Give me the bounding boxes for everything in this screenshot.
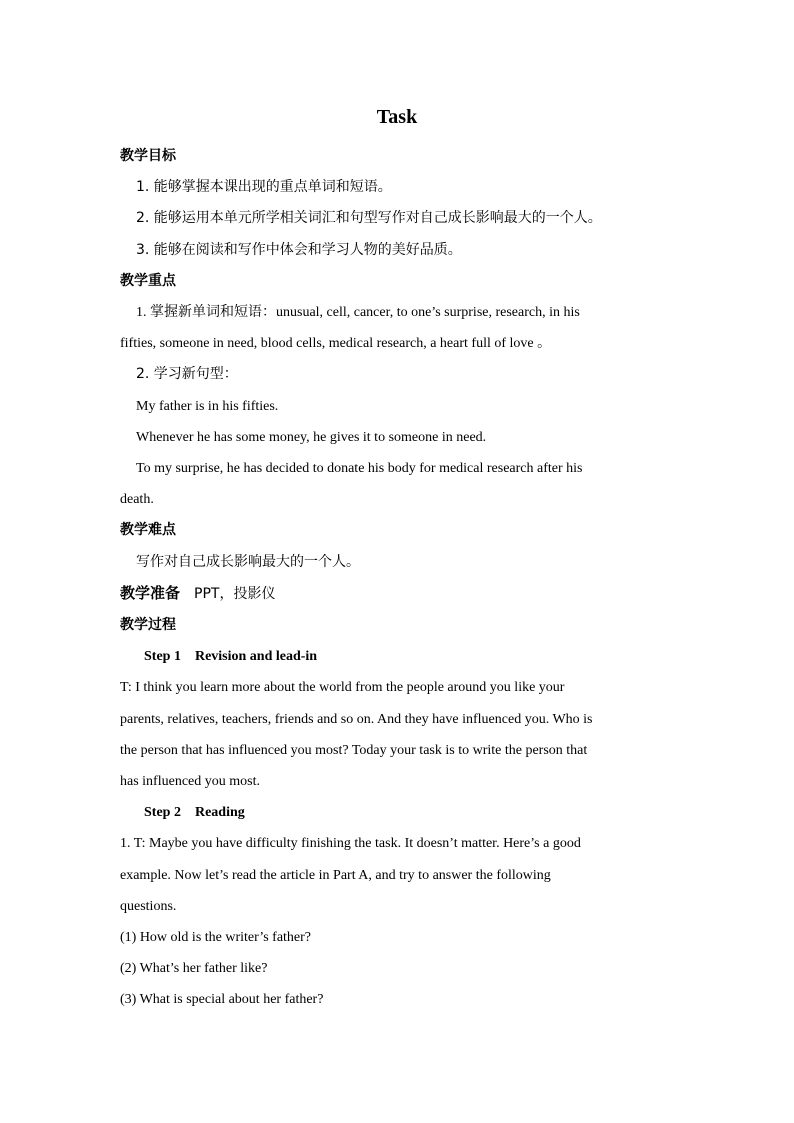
step-1-line-4: has influenced you most. <box>120 774 260 790</box>
difficulties-text: 写作对自己成长影响最大的一个人。 <box>136 553 360 570</box>
preparation-row <box>120 578 672 610</box>
step-2-heading <box>120 797 672 828</box>
step-1-number: Step 1 <box>144 649 181 665</box>
page-title: Task <box>376 106 418 128</box>
sentence-pattern-3-line-1: To my surprise, he has decided to donate his body for medical research after his <box>136 461 583 477</box>
difficulties-heading: 教学难点 <box>120 522 176 539</box>
goal-item-2: 2. 能够运用本单元所学相关词汇和句型写作对自己成长影响最大的一个人。 <box>136 210 602 227</box>
step-2-line-1: 1. T: Maybe you have difficulty finishing the task. It doesn’t matter. Here’s a good <box>120 836 581 852</box>
step-1-line-3: the person that has influenced you most? Today your task is to write the person that <box>120 742 588 758</box>
process-heading: 教学过程 <box>120 617 176 634</box>
preparation-heading: 教学准备 <box>120 583 181 602</box>
sentence-pattern-3-line-2: death. <box>120 492 154 508</box>
step-1-line-2: parents, relatives, teachers, friends and so on. And they have influenced you. Who is <box>120 711 593 727</box>
goals-heading: 教学目标 <box>120 148 176 164</box>
document-body <box>120 141 672 1016</box>
step-2-line-3: questions. <box>120 898 177 914</box>
question-1: (1) How old is the writer’s father? <box>120 930 312 946</box>
key-point-1-line-1: 1. 掌握新单词和短语：unusual, cell, cancer, to one’s surprise, research, in his <box>136 305 580 321</box>
goal-item-1: 1. 能够掌握本课出现的重点单词和短语。 <box>136 179 392 196</box>
step-1-name: Revision and lead-in <box>194 649 318 665</box>
preparation-text: PPT，投影仪 <box>194 585 276 602</box>
question-2: (2) What’s her father like? <box>120 961 268 977</box>
step-2-line-2: example. Now let’s read the article in Part A, and try to answer the following <box>120 867 551 883</box>
goal-item-3: 3. 能够在阅读和写作中体会和学习人物的美好品质。 <box>136 241 462 258</box>
step-1-heading <box>120 641 672 672</box>
step-1-line-1: T: I think you learn more about the world from the people around you like your <box>120 680 565 696</box>
question-3: (3) What is special about her father? <box>120 992 324 1008</box>
sentence-pattern-2: Whenever he has some money, he gives it to someone in need. <box>136 429 487 445</box>
step-2-name: Reading <box>194 805 245 821</box>
sentence-pattern-1: My father is in his fifties. <box>136 398 279 414</box>
step-2-number: Step 2 <box>144 805 181 821</box>
key-point-2: 2. 学习新句型： <box>136 366 238 383</box>
key-point-1-line-2: fifties, someone in need, blood cells, medical research, a heart full of love 。 <box>120 336 552 352</box>
key-points-heading: 教学重点 <box>120 272 176 289</box>
